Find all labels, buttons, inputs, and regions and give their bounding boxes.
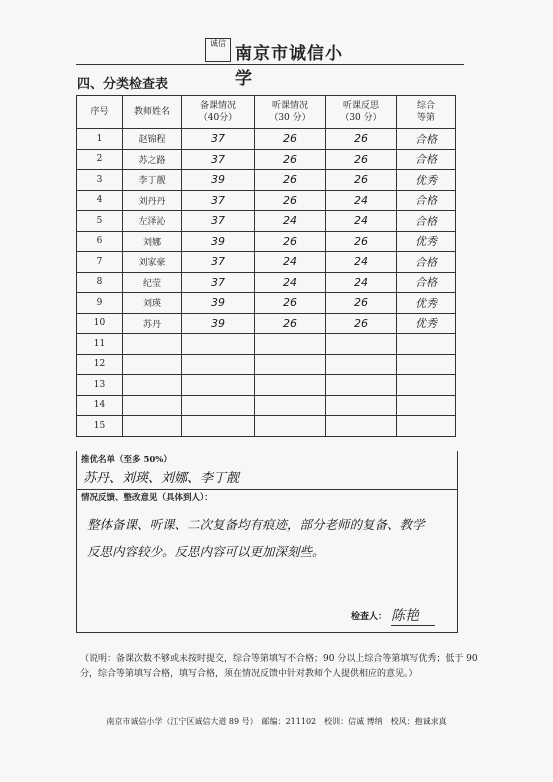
col-name: 教师姓名 bbox=[123, 96, 182, 129]
teacher-name: 苏之路 bbox=[123, 149, 182, 170]
prep-score bbox=[182, 395, 255, 416]
feedback-label: 情况反馈、整改意见（具体到人）： bbox=[81, 493, 213, 503]
prep-score: 37 bbox=[182, 272, 255, 293]
grade: 优秀 bbox=[397, 293, 456, 314]
school-name: 南京市诚信小学 bbox=[235, 44, 343, 89]
prep-score: 37 bbox=[182, 252, 255, 273]
col-reflect: 听课反思 （30 分） bbox=[326, 96, 397, 129]
table-row bbox=[77, 395, 456, 416]
row-number: 8 bbox=[77, 272, 123, 293]
listen-score: 26 bbox=[255, 149, 326, 170]
row-number: 13 bbox=[77, 375, 123, 396]
table-row bbox=[77, 170, 456, 191]
table-row bbox=[77, 190, 456, 211]
teacher-name bbox=[123, 354, 182, 375]
teacher-name: 刘娜 bbox=[123, 231, 182, 252]
feedback-line-1: 整体备课、听课、二次复备均有痕迹，部分老师的复备、教学 bbox=[87, 517, 425, 532]
prep-score: 39 bbox=[182, 231, 255, 252]
grade: 优秀 bbox=[397, 313, 456, 334]
table-row bbox=[77, 354, 456, 375]
reflect-score bbox=[326, 354, 397, 375]
table-row bbox=[77, 293, 456, 314]
teacher-name bbox=[123, 416, 182, 437]
table-row bbox=[77, 416, 456, 437]
recommend-label: 推优名单（至多 50%） bbox=[81, 455, 172, 465]
reflect-score: 26 bbox=[326, 231, 397, 252]
prep-score: 37 bbox=[182, 149, 255, 170]
checker-signature: 陈艳 bbox=[391, 605, 435, 626]
listen-score bbox=[255, 416, 326, 437]
col-listen: 听课情况 （30 分） bbox=[255, 96, 326, 129]
table-row bbox=[77, 211, 456, 232]
grade bbox=[397, 395, 456, 416]
teacher-name: 纪莹 bbox=[123, 272, 182, 293]
col-no: 序号 bbox=[77, 96, 123, 129]
row-number: 11 bbox=[77, 334, 123, 355]
reflect-score: 26 bbox=[326, 293, 397, 314]
recommend-names: 苏丹、刘瑛、刘娜、李丁靓 bbox=[83, 471, 240, 486]
col-grade: 综合 等第 bbox=[397, 96, 456, 129]
grade bbox=[397, 354, 456, 375]
teacher-name bbox=[123, 375, 182, 396]
listen-score: 24 bbox=[255, 272, 326, 293]
reflect-score: 26 bbox=[326, 129, 397, 150]
listen-score: 26 bbox=[255, 190, 326, 211]
grade: 合格 bbox=[397, 211, 456, 232]
listen-score bbox=[255, 395, 326, 416]
prep-score: 39 bbox=[182, 293, 255, 314]
prep-score: 39 bbox=[182, 313, 255, 334]
table-row bbox=[77, 272, 456, 293]
feedback-line-2: 反思内容较少。反思内容可以更加深刻些。 bbox=[87, 544, 325, 559]
teacher-name: 刘丹丹 bbox=[123, 190, 182, 211]
section-title: 四、分类检查表 bbox=[77, 77, 169, 92]
grade: 优秀 bbox=[397, 231, 456, 252]
reflect-score: 24 bbox=[326, 211, 397, 232]
grade: 合格 bbox=[397, 129, 456, 150]
table-row bbox=[77, 334, 456, 355]
table-row bbox=[77, 149, 456, 170]
row-number: 14 bbox=[77, 395, 123, 416]
row-number: 7 bbox=[77, 252, 123, 273]
teacher-name bbox=[123, 395, 182, 416]
recommend-panel bbox=[76, 451, 458, 490]
listen-score bbox=[255, 334, 326, 355]
grade bbox=[397, 334, 456, 355]
teacher-name: 左泽沁 bbox=[123, 211, 182, 232]
checker-label: 检查人： bbox=[350, 612, 387, 622]
reflect-score bbox=[326, 375, 397, 396]
prep-score: 37 bbox=[182, 190, 255, 211]
school-header bbox=[205, 36, 345, 89]
row-number: 3 bbox=[77, 170, 123, 191]
teacher-name: 苏丹 bbox=[123, 313, 182, 334]
row-number: 9 bbox=[77, 293, 123, 314]
listen-score: 26 bbox=[255, 170, 326, 191]
reflect-score bbox=[326, 334, 397, 355]
teacher-name bbox=[123, 334, 182, 355]
prep-score bbox=[182, 375, 255, 396]
inspection-table bbox=[76, 95, 456, 437]
table-header-row bbox=[77, 96, 456, 129]
teacher-name: 李丁靓 bbox=[123, 170, 182, 191]
reflect-score: 24 bbox=[326, 252, 397, 273]
school-logo: 诚信 bbox=[205, 38, 231, 62]
prep-score bbox=[182, 334, 255, 355]
listen-score: 26 bbox=[255, 293, 326, 314]
grade bbox=[397, 375, 456, 396]
row-number: 6 bbox=[77, 231, 123, 252]
col-prep: 备课情况 （40分） bbox=[182, 96, 255, 129]
table-row bbox=[77, 375, 456, 396]
row-number: 12 bbox=[77, 354, 123, 375]
listen-score: 26 bbox=[255, 231, 326, 252]
grade bbox=[397, 416, 456, 437]
table-row bbox=[77, 252, 456, 273]
teacher-name: 刘瑛 bbox=[123, 293, 182, 314]
reflect-score bbox=[326, 395, 397, 416]
listen-score: 24 bbox=[255, 252, 326, 273]
reflect-score: 26 bbox=[326, 313, 397, 334]
teacher-name: 刘家豪 bbox=[123, 252, 182, 273]
table-row bbox=[77, 231, 456, 252]
teacher-name: 赵锦程 bbox=[123, 129, 182, 150]
table-row bbox=[77, 313, 456, 334]
grade: 合格 bbox=[397, 149, 456, 170]
prep-score: 37 bbox=[182, 211, 255, 232]
page-footer: 南京市诚信小学（江宁区诚信大道 89 号） 邮编：211102 校训：信诚 博纳 校风：抱诚求真 bbox=[106, 717, 447, 726]
reflect-score: 24 bbox=[326, 272, 397, 293]
row-number: 10 bbox=[77, 313, 123, 334]
prep-score: 37 bbox=[182, 129, 255, 150]
explanation-note: （说明：备课次数不够或未按时提交，综合等第填写不合格；90 分以上综合等第填写优秀；低于 90 分，综合等第填写合格，填写合格，须在情况反馈中针对教师个人提供相应的意见。） bbox=[80, 654, 478, 679]
reflect-score: 26 bbox=[326, 170, 397, 191]
row-number: 15 bbox=[77, 416, 123, 437]
listen-score: 26 bbox=[255, 313, 326, 334]
listen-score bbox=[255, 375, 326, 396]
grade: 合格 bbox=[397, 252, 456, 273]
listen-score bbox=[255, 354, 326, 375]
row-number: 4 bbox=[77, 190, 123, 211]
prep-score: 39 bbox=[182, 170, 255, 191]
prep-score bbox=[182, 416, 255, 437]
row-number: 5 bbox=[77, 211, 123, 232]
grade: 合格 bbox=[397, 190, 456, 211]
listen-score: 24 bbox=[255, 211, 326, 232]
feedback-panel bbox=[76, 489, 458, 633]
prep-score bbox=[182, 354, 255, 375]
reflect-score bbox=[326, 416, 397, 437]
row-number: 1 bbox=[77, 129, 123, 150]
reflect-score: 24 bbox=[326, 190, 397, 211]
grade: 合格 bbox=[397, 272, 456, 293]
grade: 优秀 bbox=[397, 170, 456, 191]
row-number: 2 bbox=[77, 149, 123, 170]
reflect-score: 26 bbox=[326, 149, 397, 170]
listen-score: 26 bbox=[255, 129, 326, 150]
header-rule bbox=[76, 64, 464, 65]
table-row bbox=[77, 129, 456, 150]
